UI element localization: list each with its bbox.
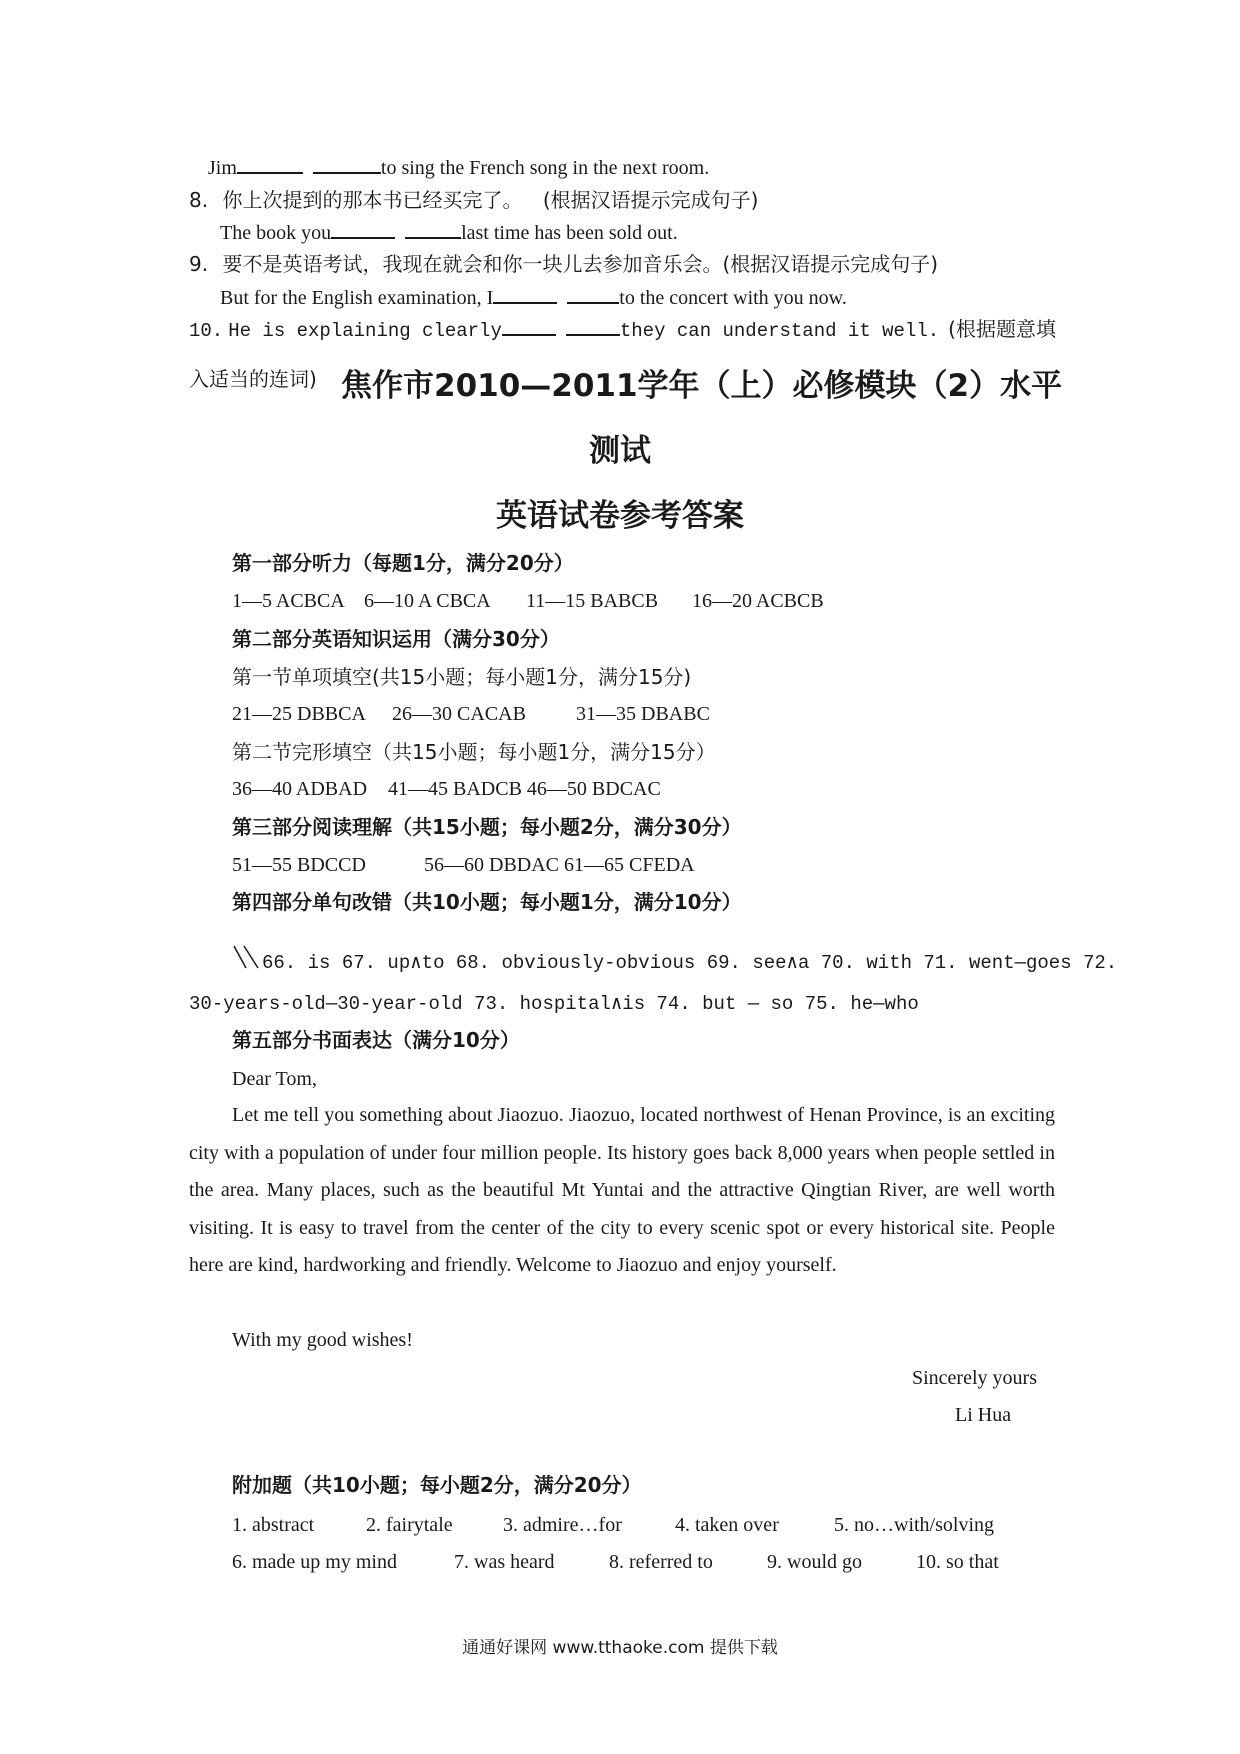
double-slash-mark <box>232 944 262 968</box>
q8-prompt: 8. 你上次提到的那本书已经买完了。 (根据汉语提示完成句子) <box>189 188 759 212</box>
answer-blank <box>493 284 557 304</box>
letter-signature: Li Hua <box>955 1404 1012 1426</box>
extra-answers-row1: 1. abstract 2. fairytale 3. admire…for 4. taken over 5. no…with/solving <box>232 1514 995 1536</box>
q10-sentence: 10. He is explaining clearly they can understand it well. (根据题意填 <box>189 317 1056 342</box>
extra-heading: 附加题（共10小题；每小题2分，满分20分） <box>232 1473 642 1497</box>
part2-sec2-answers: 36—40 ADBAD 41—45 BADCB 46—50 BDCAC <box>232 778 661 800</box>
answer-blank <box>237 154 303 174</box>
q7-line <box>208 154 709 181</box>
part4-answers-line1: 66. is 67. up∧to 68. obviously-obvious 69. see∧a 70. with 71. went—goes 72. <box>232 944 1117 976</box>
letter-body: Let me tell you something about Jiaozuo. Jiaozuo, located northwest of Henan Province, is an exciting city with a population of under four million people. Its history goes back 8,000 years when people settled in the area. Many places, such as the beautiful Mt Yuntai and the attractive Qingtian River, are well worth visiting. It is easy to travel from the center of the city to every scenic spot or every historical site. People here are kind, hardworking and friendly. Welcome to Jiaozuo and enjoy yourself. <box>189 1104 1055 1276</box>
page-subtitle: 英语试卷参考答案 <box>496 498 744 534</box>
answer-blank <box>502 316 556 336</box>
q9-sentence: But for the English examination, I to the concert with you now. <box>220 284 847 311</box>
part1-heading: 第一部分听力（每题1分，满分20分） <box>232 551 574 575</box>
q7-suffix: to sing the French song in the next room. <box>380 157 710 179</box>
part4-heading: 第四部分单句改错（共10小题；每小题1分，满分10分） <box>232 890 742 914</box>
answer-blank <box>566 316 620 336</box>
part4-answers-line2: 30-years-old—30-year-old 73. hospital∧is 74. but — so 75. he—who <box>189 993 919 1015</box>
q7-prefix: Jim <box>208 157 237 179</box>
answer-blank <box>405 219 461 239</box>
answer-blank <box>313 154 381 174</box>
part1-answers: 1—5 ACBCA 6—10 A CBCA 11—15 BABCB 16—20 ACBCB <box>232 590 824 612</box>
answer-blank <box>567 284 619 304</box>
part5-heading: 第五部分书面表达（满分10分） <box>232 1028 520 1052</box>
part3-heading: 第三部分阅读理解（共15小题；每小题2分，满分30分） <box>232 815 742 839</box>
q8-sentence: The book you last time has been sold out. <box>220 219 678 246</box>
page-title-line1: 焦作市2010—2011学年（上）必修模块（2）水平 <box>341 368 1063 404</box>
page-footer: 通通好课网 www.tthaoke.com 提供下载 <box>462 1638 778 1658</box>
letter-closing: Sincerely yours <box>912 1367 1037 1389</box>
part2-sec1-heading: 第一节单项填空(共15小题；每小题1分，满分15分) <box>232 665 692 689</box>
answer-blank <box>331 219 395 239</box>
part3-answers: 51—55 BDCCD 56—60 DBDAC 61—65 CFEDA <box>232 854 695 876</box>
extra-answers-row2: 6. made up my mind 7. was heard 8. referred to 9. would go 10. so that <box>232 1551 999 1573</box>
letter-greeting: Dear Tom, <box>232 1068 317 1090</box>
q10-hint-cont: 入适当的连词) <box>189 367 317 391</box>
q9-prompt: 9. 要不是英语考试，我现在就会和你一块儿去参加音乐会。(根据汉语提示完成句子) <box>189 252 939 276</box>
part2-sec1-answers: 21—25 DBBCA 26—30 CACAB 31—35 DBABC <box>232 703 710 725</box>
part2-sec2-heading: 第二节完形填空（共15小题；每小题1分，满分15分） <box>232 740 716 764</box>
page-title-line2: 测试 <box>589 433 651 469</box>
letter-wishes: With my good wishes! <box>232 1329 413 1351</box>
part2-heading: 第二部分英语知识运用（满分30分） <box>232 627 560 651</box>
